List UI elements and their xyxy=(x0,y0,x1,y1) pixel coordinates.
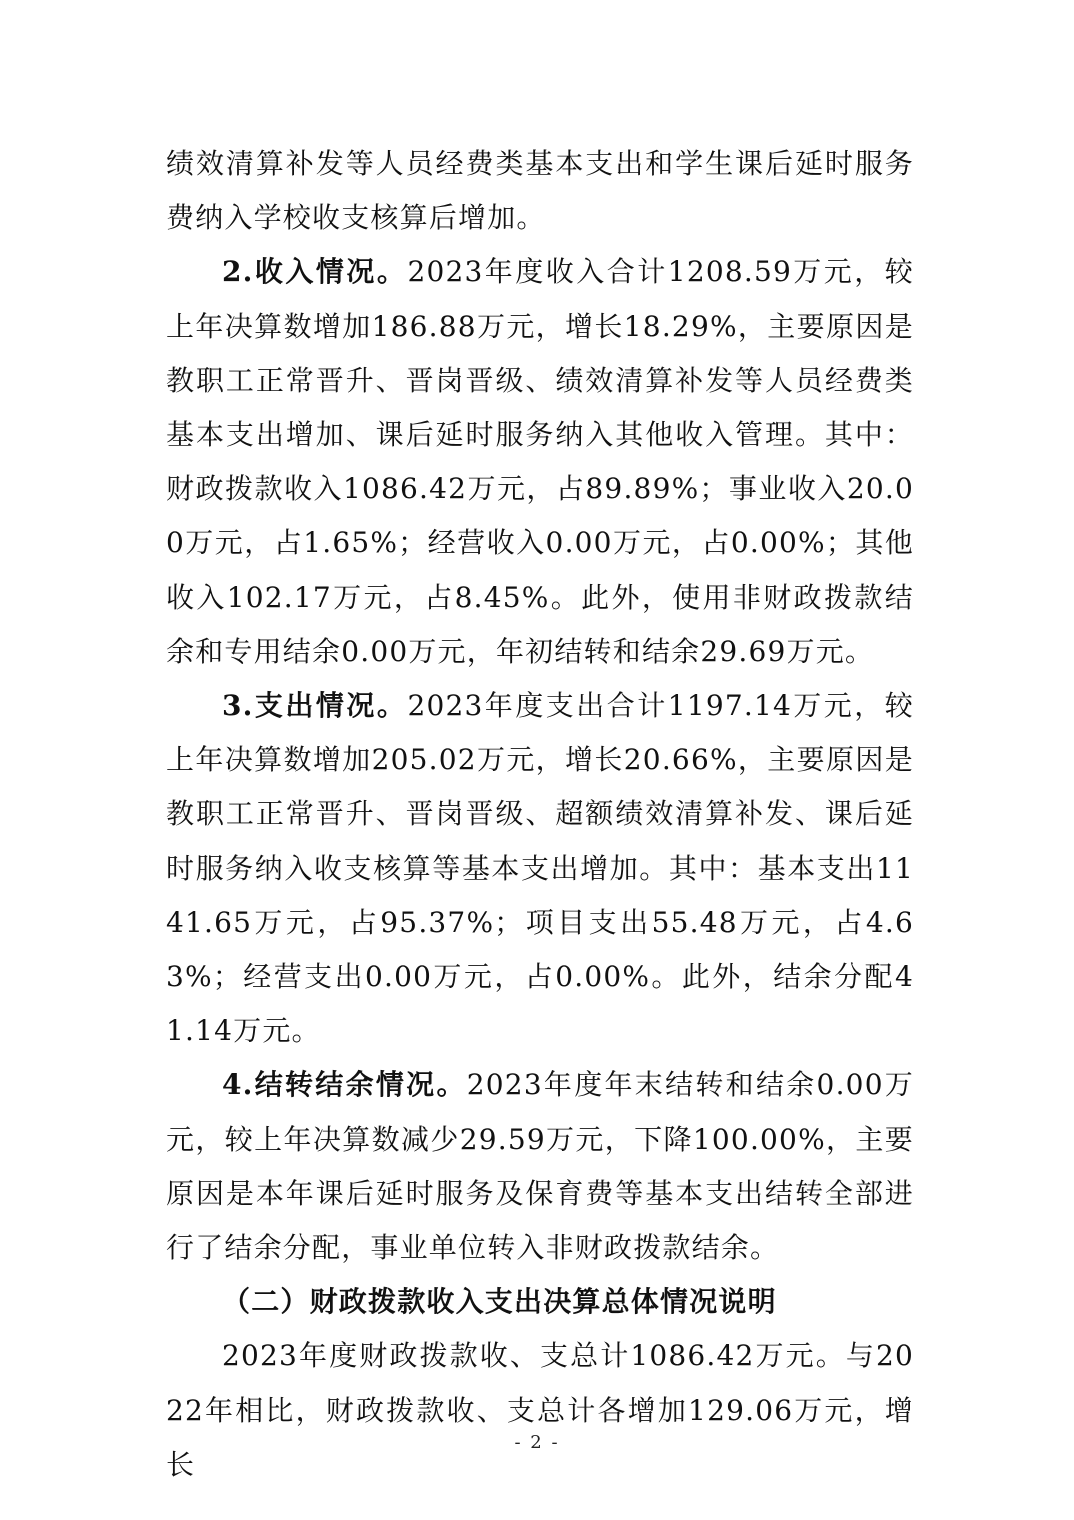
expenditure-text: 2023年度支出合计1197.14万元，较上年决算数增加205.02万元，增长20.66%，主要原因是教职工正常晋升、晋岗晋级、超额绩效清算补发、课后延时服务纳入收支核算等基本支出增加。其中：基本支出1141.65万元，占95.37%；项目支出55.48万元，占4.63%；经营支出0.00万元，占0.00%。此外，结余分配41.14万元。 xyxy=(166,689,914,1048)
paragraph-balance xyxy=(166,1058,914,1275)
balance-text: 2023年度年末结转和结余0.00万元，较上年决算数减少29.59万元，下降100.00%，主要原因是本年课后延时服务及保育费等基本支出结转全部进行了结余分配，事业单位转入非财政拨款结余。 xyxy=(166,1068,914,1265)
income-text: 2023年度收入合计1208.59万元，较上年决算数增加186.88万元，增长18.29%，主要原因是教职工正常晋升、晋岗晋级、绩效清算补发等人员经费类基本支出增加、课后延时服务纳入其他收入管理。其中：财政拨款收入1086.42万元，占89.89%；事业收入20.00万元，占1.65%；经营收入0.00万元，占0.00%；其他收入102.17万元，占8.45%。此外，使用非财政拨款结余和专用结余0.00万元，年初结转和结余29.69万元。 xyxy=(166,255,914,668)
page-number: - 2 - xyxy=(514,1432,560,1453)
paragraph-expenditure xyxy=(166,679,914,1058)
paragraph-continued: 绩效清算补发等人员经费类基本支出和学生课后延时服务费纳入学校收支核算后增加。 xyxy=(166,147,914,235)
paragraph-income xyxy=(166,245,914,679)
paragraph-fiscal-total: 2023年度财政拨款收、支总计1086.42万元。与2022年相比，财政拨款收、支总计各增加129.06万元，增长 xyxy=(166,1339,914,1481)
section-title-balance: 4.结转结余情况。 xyxy=(222,1068,467,1102)
section-title-expenditure: 3.支出情况。 xyxy=(222,689,408,723)
document-body xyxy=(166,137,914,1492)
section-title-income: 2.收入情况。 xyxy=(222,255,408,289)
section-heading-fiscal: （二）财政拨款收入支出决算总体情况说明 xyxy=(222,1285,777,1319)
